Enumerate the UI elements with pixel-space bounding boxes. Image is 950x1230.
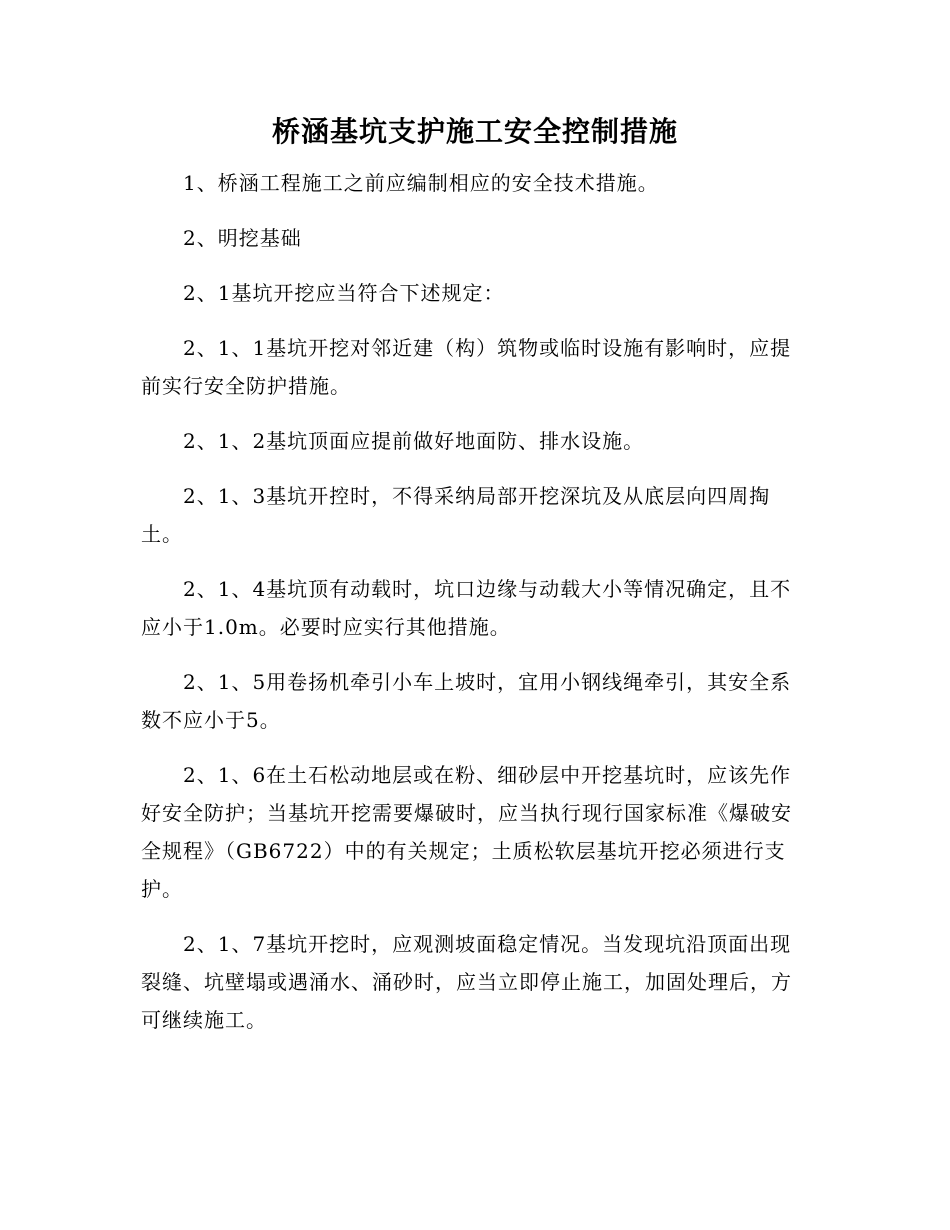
document-title: 桥涵基坑支护施工安全控制措施 <box>271 115 678 148</box>
paragraph-2-1: 2、1基坑开挖应当符合下述规定： <box>183 281 505 305</box>
paragraph-2-1-5: 2、1、5用卷扬机牵引小车上坡时，宜用小钢线绳牵引，其安全系数不应小于5。 <box>141 670 792 732</box>
paragraph-2-1-3: 2、1、3基坑开控时，不得采纳局部开挖深坑及从底层向四周掏土。 <box>141 484 771 546</box>
paragraph-2: 2、明挖基础 <box>183 226 302 250</box>
paragraph-1: 1、桥涵工程施工之前应编制相应的安全技术措施。 <box>183 171 659 195</box>
paragraph-2-1-1: 2、1、1基坑开挖对邻近建（构）筑物或临时设施有影响时，应提前实行安全防护措施。 <box>141 336 792 398</box>
paragraph-2-1-7: 2、1、7基坑开挖时，应观测坡面稳定情况。当发现坑沿顶面出现裂缝、坑壁塌或遇涌水、涌砂时，应当立即停止施工，加固处理后，方可继续施工。 <box>141 932 792 1032</box>
paragraph-2-1-2: 2、1、2基坑顶面应提前做好地面防、排水设施。 <box>183 429 645 453</box>
document-body <box>141 164 811 1056</box>
paragraph-2-1-4: 2、1、4基坑顶有动载时，坑口边缘与动载大小等情况确定，且不应小于1.0m。必要时应实行其他措施。 <box>141 577 792 639</box>
paragraph-2-1-6: 2、1、6在土石松动地层或在粉、细砂层中开挖基坑时，应该先作好安全防护；当基坑开挖需要爆破时，应当执行现行国家标准《爆破安全规程》（GB6722）中的有关规定；土质松软层基坑开挖必须进行支护。 <box>141 763 792 901</box>
